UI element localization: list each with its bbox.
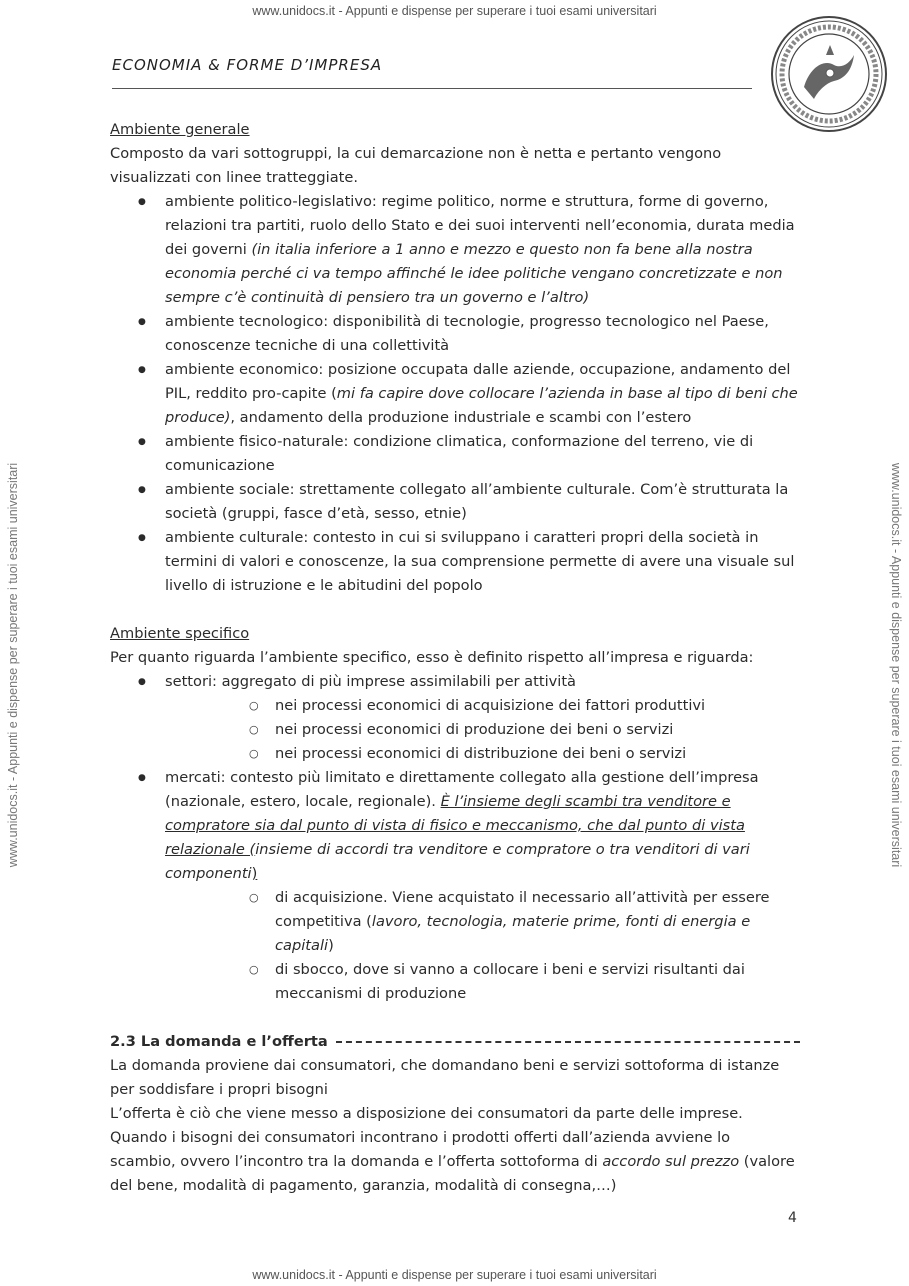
section-specific-intro: Per quanto riguarda l’ambiente specifico, esso è definito rispetto all’impresa e riguarda: (110, 649, 754, 666)
document-header-title: ECONOMIA & FORME D’IMPRESA (112, 56, 383, 74)
section-heading-2-3: 2.3 La domanda e l’offerta (110, 1030, 800, 1054)
list-item: ● ambiente culturale: contesto in cui si sviluppano i caratteri propri della società in termini di valori e conoscenze, la sua comprensione permette di avere una visuale sul livello di istruzione e le abitudini del popolo (110, 526, 800, 598)
page-number: 4 (788, 1210, 797, 1226)
sublist-item: ○ di acquisizione. Viene acquistato il necessario all’attività per essere competitiva (lavoro, tecnologia, materie prime, fonti di energia e capitali) (165, 886, 800, 958)
sublist-item: ○ nei processi economici di distribuzione dei beni o servizi (165, 742, 800, 766)
section-heading-general: Ambiente generale (110, 121, 250, 138)
settori-sublist (165, 694, 800, 766)
list-item: ● ambiente fisico-naturale: condizione climatica, conformazione del terreno, vie di comunicazione (110, 430, 800, 478)
section-heading-specific: Ambiente specifico (110, 625, 250, 642)
watermark-top: www.unidocs.it - Appunti e dispense per superare i tuoi esami universitari (252, 4, 657, 18)
watermark-bottom: www.unidocs.it - Appunti e dispense per superare i tuoi esami universitari (252, 1268, 657, 1282)
paragraph: L’offerta è ciò che viene messo a disposizione dei consumatori da parte delle imprese. (110, 1105, 743, 1122)
header-rule (112, 88, 752, 89)
specific-environment-list (110, 670, 800, 1006)
sublist-item: ○ nei processi economici di produzione dei beni o servizi (165, 718, 800, 742)
list-item-mercati: ● mercati: contesto più limitato e direttamente collegato alla gestione dell’impresa (nazionale, estero, locale, regionale). È l’insieme degli scambi tra venditore e compratore sia dal punto di vista di fisico e meccanismo, che dal punto di vista relazionale (insieme di accordi tra venditore e compratore o tra venditori di vari componenti) ○ di acquisizione. Viene acquistato il necessario all’attività per essere competitiva (lavoro, tecnologia, materie prime, fonti di energia e capitali) ○ di sbocco, dove si vanno a collocare i beni e servizi risultanti dai meccanismi di produzione (110, 766, 800, 1006)
sublist-item: ○ nei processi economici di acquisizione dei fattori produttivi (165, 694, 800, 718)
general-environment-list (110, 190, 800, 598)
mercati-sublist (165, 886, 800, 1006)
list-item-settori: ● settori: aggregato di più imprese assimilabili per attività ○ nei processi economici di acquisizione dei fattori produttivi ○ nei processi economici di produzione dei beni o servizi ○ nei processi economici di distribuzione dei beni o servizi (110, 670, 800, 766)
list-item: ● ambiente politico-legislativo: regime politico, norme e struttura, forme di governo, relazioni tra partiti, ruolo dello Stato e dei suoi interventi nell’economia, durata media dei governi (in italia inferiore a 1 anno e mezzo e questo non fa bene alla nostra economia perché ci va tempo affinché le idee politiche vengano concretizzate e non sempre c’è continuità di pensiero tra un governo e l’altro) (110, 190, 800, 310)
list-item: ● ambiente economico: posizione occupata dalle aziende, occupazione, andamento del PIL, reddito pro-capite (mi fa capire dove collocare l’azienda in base al tipo di beni che produce), andamento della produzione industriale e scambi con l’estero (110, 358, 800, 430)
sublist-item: ○ di sbocco, dove si vanno a collocare i beni e servizi risultanti dai meccanismi di produzione (165, 958, 800, 1006)
section-general-intro: Composto da vari sottogruppi, la cui demarcazione non è netta e pertanto vengono visualizzati con linee tratteggiate. (110, 145, 722, 186)
watermark-left: www.unidocs.it - Appunti e dispense per superare i tuoi esami universitari (6, 462, 20, 868)
heading-dashed-rule (336, 1041, 800, 1043)
watermark-right: www.unidocs.it - Appunti e dispense per superare i tuoi esami universitari (889, 462, 903, 868)
document-body (110, 118, 800, 1198)
paragraph: Quando i bisogni dei consumatori incontrano i prodotti offerti dall’azienda avviene lo scambio, ovvero l’incontro tra la domanda e l’offerta sottoforma di accordo sul prezzo (valore del bene, modalità di pagamento, garanzia, modalità di consegna,…) (110, 1129, 795, 1194)
list-item: ● ambiente tecnologico: disponibilità di tecnologie, progresso tecnologico nel Paese, conoscenze tecniche di una collettività (110, 310, 800, 358)
paragraph: La domanda proviene dai consumatori, che domandano beni e servizi sottoforma di istanze per soddisfare i propri bisogni (110, 1057, 780, 1098)
list-item: ● ambiente sociale: strettamente collegato all’ambiente culturale. Com’è strutturata la società (gruppi, fasce d’età, sesso, etnie) (110, 478, 800, 526)
university-seal-logo (770, 15, 888, 133)
